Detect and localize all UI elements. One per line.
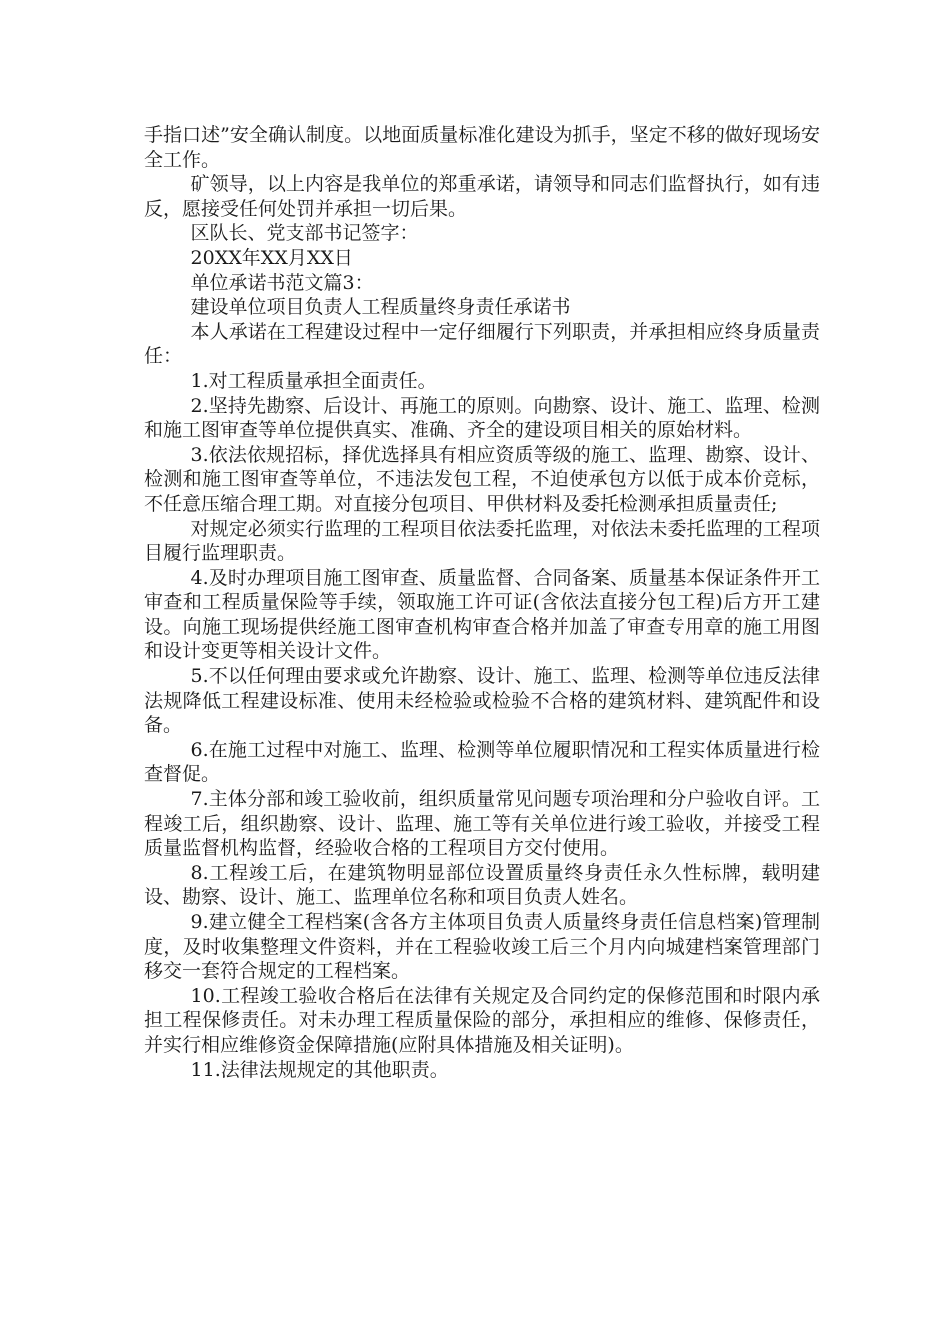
list-item-5: 5.不以任何理由要求或允许勘察、设计、施工、监理、检测等单位违反法律法规降低工程建设标准、使用未经检验或检验不合格的建筑材料、建筑配件和设备。 xyxy=(144,665,820,737)
list-item-11: 11.法律法规规定的其他职责。 xyxy=(190,1058,449,1081)
list-item-2: 2.坚持先勘察、后设计、再施工的原则。向勘察、设计、施工、监理、检测和施工图审查等单位提供真实、准确、齐全的建设项目相关的原始材料。 xyxy=(144,394,820,442)
paragraph-safety-confirmation: 手指口述”安全确认制度。以地面质量标准化建设为抓手，坚定不移的做好现场安全工作。 xyxy=(144,124,820,171)
list-item-10: 10.工程竣工验收合格后在法律有关规定及合同约定的保修范围和时限内承担工程保修责任。对未办理工程质量保险的部分，承担相应的维修、保修责任，并实行相应维修资金保障措施(应附具体措施及相关证明)。 xyxy=(144,984,820,1056)
list-item-4: 4.及时办理项目施工图审查、质量监督、合同备案、质量基本保证条件开工审查和工程质量保险等手续，领取施工许可证(含依法直接分包工程)后方开工建设。向施工现场提供经施工图审查机构审查合格并加盖了审查专用章的施工用图和设计变更等相关设计文件。 xyxy=(144,566,820,663)
list-item-3: 3.依法依规招标，择优选择具有相应资质等级的施工、监理、勘察、设计、检测和施工图审查等单位，不违法发包工程，不迫使承包方以低于成本价竞标，不任意压缩合理工期。对直接分包项目、甲供材料及委托检测承担质量责任; xyxy=(144,443,820,515)
paragraph-intro: 本人承诺在工程建设过程中一定仔细履行下列职责，并承担相应终身质量责任： xyxy=(144,320,820,368)
list-item-6: 6.在施工过程中对施工、监理、检测等单位履职情况和工程实体质量进行检查督促。 xyxy=(144,738,820,786)
document-title: 建设单位项目负责人工程质量终身责任承诺书 xyxy=(190,296,571,319)
document-body xyxy=(144,123,820,1082)
list-item-7: 7.主体分部和竣工验收前，组织质量常见问题专项治理和分户验收自评。工程竣工后，组织勘察、设计、监理、施工等有关单位进行竣工验收，并接受工程质量监督机构监督，经验收合格的工程项目方交付使用。 xyxy=(144,788,820,860)
list-item-8: 8.工程竣工后，在建筑物明显部位设置质量终身责任永久性标牌，载明建设、勘察、设计、施工、监理单位名称和项目负责人姓名。 xyxy=(144,861,820,909)
list-item-3-supplement: 对规定必须实行监理的工程项目依法委托监理，对依法未委托监理的工程项目履行监理职责。 xyxy=(144,517,820,565)
paragraph-commitment-statement: 矿领导，以上内容是我单位的郑重承诺，请领导和同志们监督执行，如有违反，愿接受任何处罚并承担一切后果。 xyxy=(144,173,820,220)
section-heading-sample-3: 单位承诺书范文篇3： xyxy=(190,271,374,294)
list-item-1: 1.对工程质量承担全面责任。 xyxy=(190,369,437,392)
list-item-9: 9.建立健全工程档案(含各方主体项目负责人质量终身责任信息档案)管理制度，及时收集整理文件资料，并在工程验收竣工后三个月内向城建档案管理部门移交一套符合规定的工程档案。 xyxy=(144,911,820,983)
date-line: 20XX年XX月XX日 xyxy=(190,246,353,269)
signature-line: 区队长、党支部书记签字： xyxy=(190,222,419,245)
